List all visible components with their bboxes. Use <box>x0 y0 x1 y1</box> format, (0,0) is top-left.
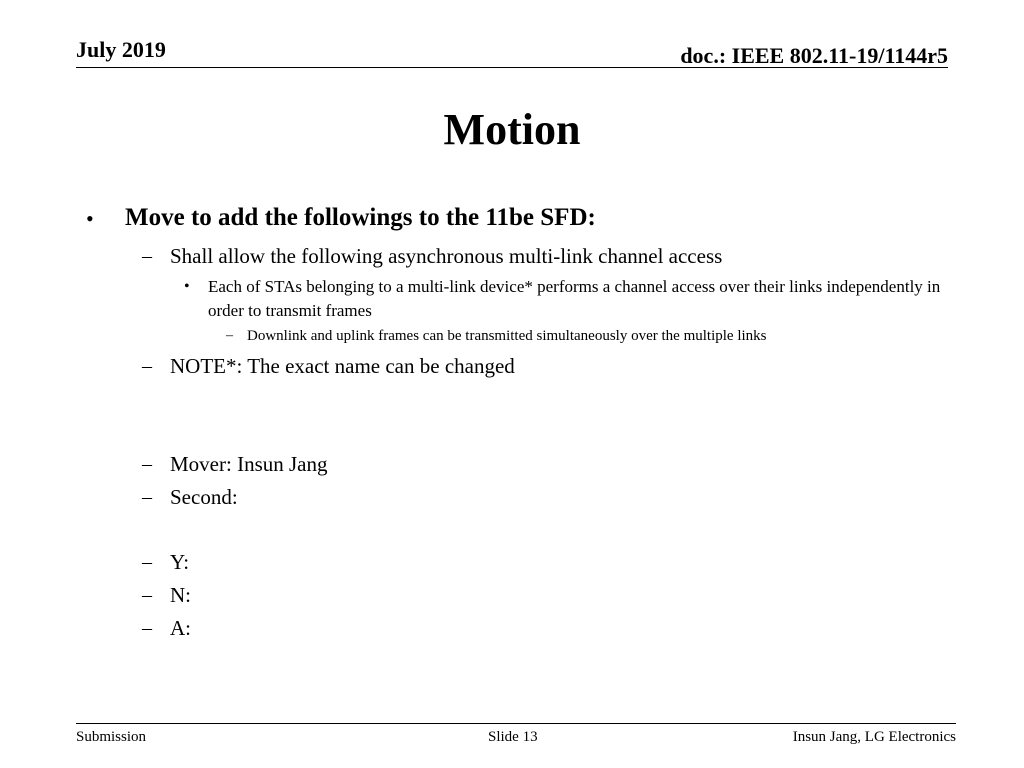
sub-item-abstain: A: <box>170 616 191 640</box>
sub-item-no: N: <box>170 583 191 607</box>
sub-item-shall-allow: Shall allow the following asynchronous multi-link channel access <box>170 244 723 268</box>
footer-submission: Submission <box>76 729 147 745</box>
slide-title: Motion <box>443 105 581 154</box>
bullet-icon: • <box>86 206 94 231</box>
sub-item-downlink-uplink: Downlink and uplink frames can be transmitted simultaneously over the multiple links <box>247 328 767 344</box>
dash-icon: – <box>142 453 152 475</box>
main-bullet-text: Move to add the followings to the 11be SFD: <box>125 204 596 231</box>
sub-item-each-sta: Each of STAs belonging to a multi-link device* performs a channel access over their links independently in order to transmit frames <box>208 277 941 320</box>
header-doc-id: doc.: IEEE 802.11-19/1144r5 <box>680 43 948 68</box>
bullet-icon: • <box>184 278 190 295</box>
header-date: July 2019 <box>76 37 166 62</box>
dash-icon: – <box>142 245 152 267</box>
sub-item-note: NOTE*: The exact name can be changed <box>170 354 515 378</box>
footer-divider <box>76 723 956 724</box>
dash-icon: – <box>142 355 152 377</box>
sub-item-yes: Y: <box>170 550 190 574</box>
dash-icon: – <box>142 486 152 508</box>
dash-icon: – <box>142 584 152 606</box>
sub-item-second: Second: <box>170 485 238 509</box>
dash-icon: – <box>142 551 152 573</box>
sub-item-mover: Mover: Insun Jang <box>170 452 328 476</box>
footer-author: Insun Jang, LG Electronics <box>792 729 956 745</box>
dash-icon: – <box>226 328 233 343</box>
dash-icon: – <box>142 617 152 639</box>
footer-slide-number: Slide 13 <box>488 729 538 745</box>
header-divider <box>76 67 948 68</box>
